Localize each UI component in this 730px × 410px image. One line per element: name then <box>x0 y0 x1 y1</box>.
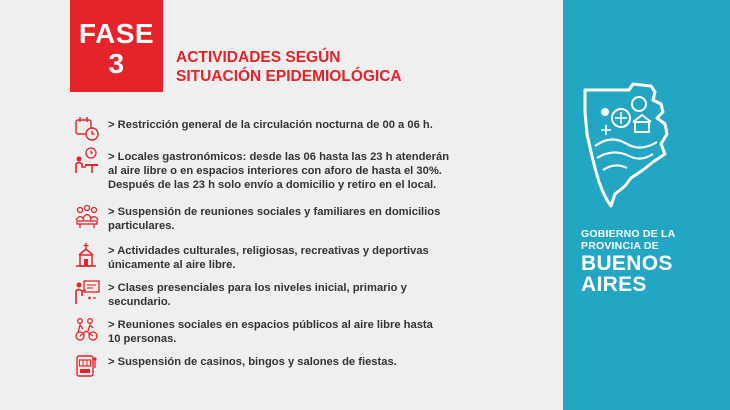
outdoor-people-icon <box>72 315 102 343</box>
list-item <box>72 147 462 199</box>
restaurant-clock-icon <box>72 147 102 175</box>
phase-badge <box>70 0 163 92</box>
item-text: > Suspensión de reuniones sociales y familiares en domicilios particulares. <box>108 206 441 232</box>
item-text: > Restricción general de la circulación nocturna de 00 a 06 h. <box>108 119 433 131</box>
list-item <box>72 352 462 382</box>
item-text: > Reuniones sociales en espacios públicos al aire libre hasta 10 personas. <box>108 319 433 345</box>
list-item <box>72 241 462 275</box>
page-title <box>176 48 402 86</box>
province-map-logo <box>581 82 671 210</box>
classroom-teacher-icon <box>72 278 102 306</box>
phase-label: FASE <box>78 18 155 49</box>
phase-number: 3 <box>108 48 125 79</box>
title-line-2: SITUACIÓN EPIDEMIOLÓGICA <box>176 68 402 85</box>
title-line-1: ACTIVIDADES SEGÚN <box>176 49 341 66</box>
government-label: GOBIERNO DE LA PROVINCIA DE <box>581 228 676 252</box>
item-text: > Suspensión de casinos, bingos y salones de fiestas. <box>108 356 397 368</box>
calendar-clock-icon <box>72 115 102 143</box>
list-item <box>72 202 462 238</box>
list-item <box>72 315 462 349</box>
church-icon <box>72 241 102 269</box>
slot-machine-icon <box>72 352 102 380</box>
list-item <box>72 278 462 312</box>
list-item <box>72 115 462 145</box>
province-name: BUENOS AIRES <box>581 252 673 296</box>
item-text: > Actividades culturales, religiosas, recreativas y deportivas únicamente al aire libre. <box>108 245 429 271</box>
activity-list <box>72 115 462 382</box>
item-text: > Locales gastronómicos: desde las 06 hasta las 23 h atenderán al aire libre o en espacios interiores con aforo de hasta el 30%. Después de las 23 h solo envío a domicilio y retiro en el local. <box>108 151 450 191</box>
social-gathering-icon <box>72 202 102 230</box>
government-panel <box>563 0 730 410</box>
item-text: > Clases presenciales para los niveles inicial, primario y secundario. <box>108 282 407 308</box>
